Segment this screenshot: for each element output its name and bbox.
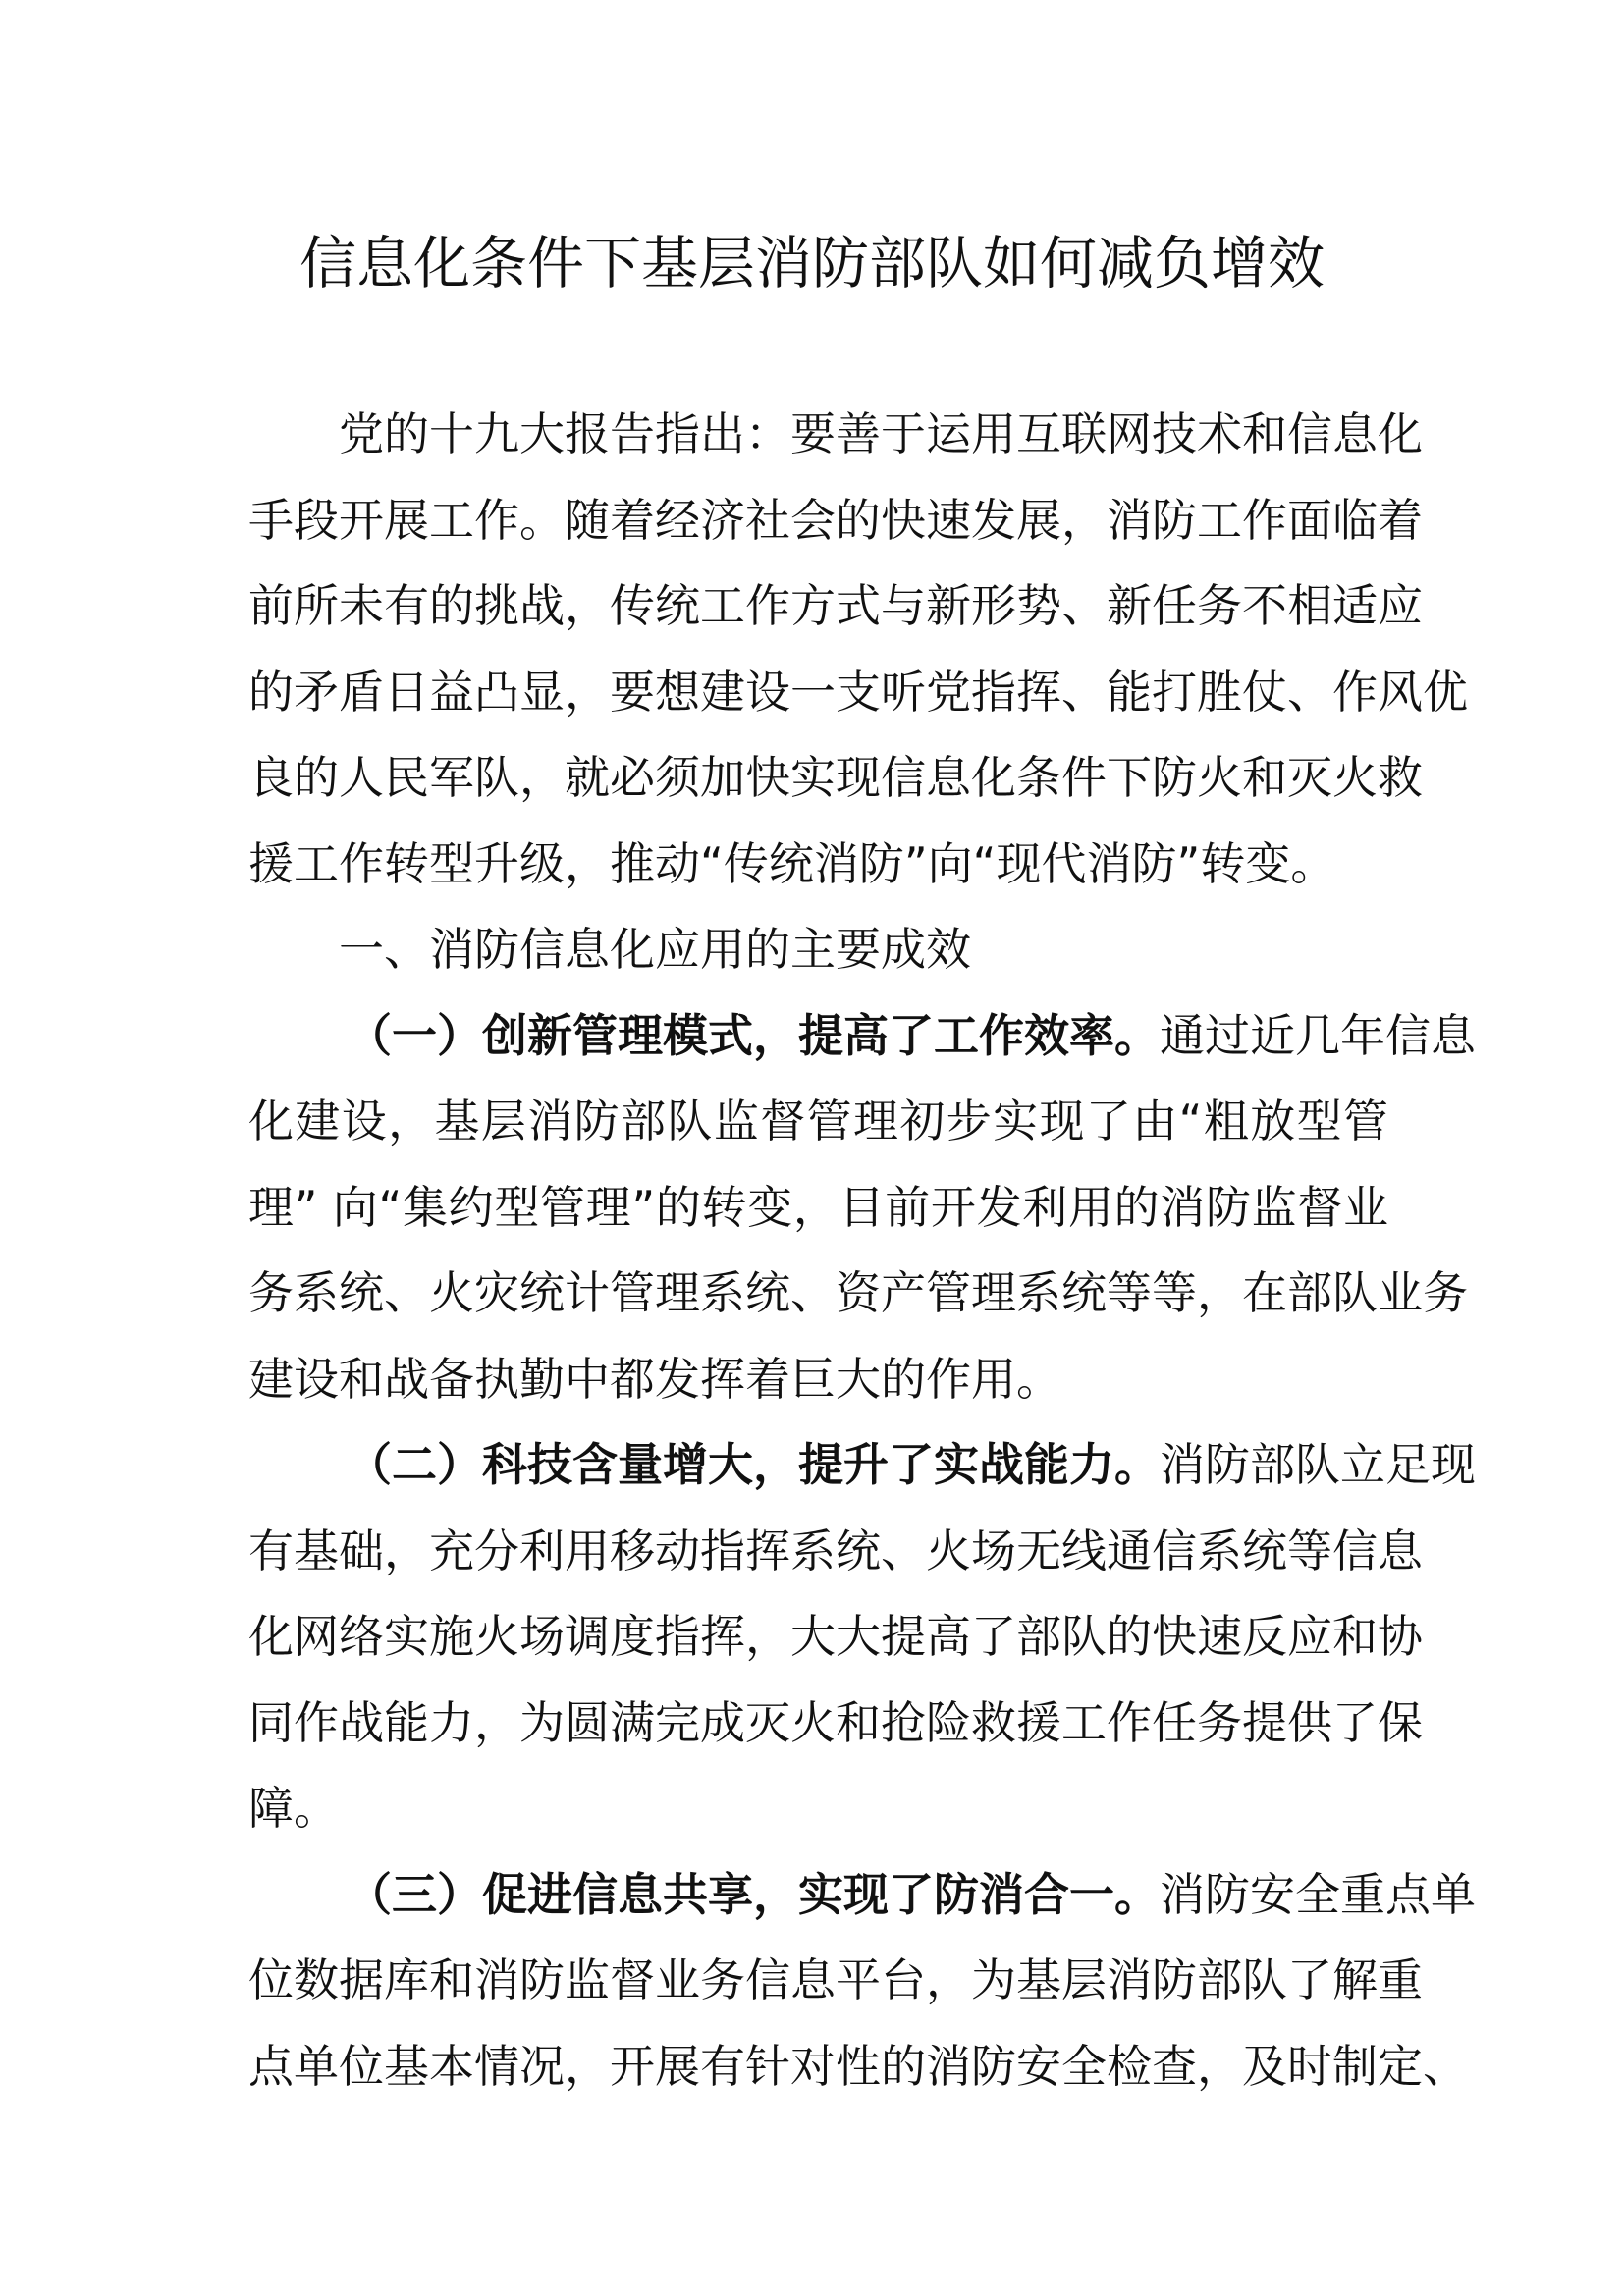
paragraph-line: 手段开展工作。随着经济社会的快速发展，消防工作面临着 (248, 493, 1423, 547)
paragraph-text: 通过近几年信息 (1160, 1008, 1476, 1062)
paragraph-line: 的矛盾日益凸显，要想建设一支听党指挥、能打胜仗、作风优 (248, 665, 1468, 719)
paragraph-3 (248, 1852, 1476, 2110)
paragraph-2 (248, 1422, 1476, 1852)
paragraph-line: 同作战能力，为圆满完成灭火和抢险救援工作任务提供了保 (248, 1695, 1423, 1749)
paragraph-line: 化网络实施火场调度指挥，大大提高了部队的快速反应和协 (248, 1610, 1423, 1663)
paragraph-line: 党的十九大报告指出：要善于运用互联网技术和信息化 (339, 407, 1423, 460)
document-title: 信息化条件下基层消防部队如何减负增效 (298, 230, 1325, 296)
paragraph-line: 障。 (248, 1782, 339, 1835)
paragraph-text: 消防安全重点单 (1160, 1867, 1476, 1921)
paragraph-line: 理” 向“集约型管理”的转变，目前开发利用的消防监督业 (248, 1180, 1388, 1234)
paragraph-line: 有基础，充分利用移动指挥系统、火场无线通信系统等信息 (248, 1523, 1423, 1577)
paragraph-line: 务系统、火灾统计管理系统、资产管理系统等等，在部队业务 (248, 1266, 1468, 1319)
paragraph-text: 消防部队立足现 (1160, 1438, 1476, 1491)
paragraph-line: 良的人民军队，就必须加快实现信息化条件下防火和灭火救 (248, 751, 1423, 804)
paragraph-line (248, 1422, 1476, 1509)
paragraph-line: 建设和战备执勤中都发挥着巨大的作用。 (248, 1352, 1061, 1406)
section-heading: 一、消防信息化应用的主要成效 (339, 923, 971, 976)
paragraph-line (248, 1852, 1476, 1939)
document-body (248, 392, 1476, 2109)
paragraph-lead: （二）科技含量增大，提升了实战能力。 (347, 1438, 1160, 1491)
paragraph-line: 点单位基本情况，开展有针对性的消防安全检查，及时制定、 (248, 2039, 1468, 2093)
paragraph-lead: （一）创新管理模式，提高了工作效率。 (347, 1008, 1160, 1062)
paragraph-lead: （三）促进信息共享，实现了防消合一。 (347, 1867, 1160, 1921)
paragraph-1 (248, 993, 1476, 1423)
paragraph-line: 位数据库和消防监督业务信息平台，为基层消防部队了解重 (248, 1953, 1423, 2006)
paragraph-line: 前所未有的挑战，传统工作方式与新形势、新任务不相适应 (248, 579, 1423, 632)
paragraph-line: 化建设，基层消防部队监督管理初步实现了由“粗放型管 (248, 1095, 1388, 1148)
intro-paragraph (248, 392, 1468, 907)
paragraph-line (248, 993, 1476, 1080)
paragraph-line: 援工作转型升级，推动“传统消防”向“现代消防”转变。 (248, 836, 1336, 890)
